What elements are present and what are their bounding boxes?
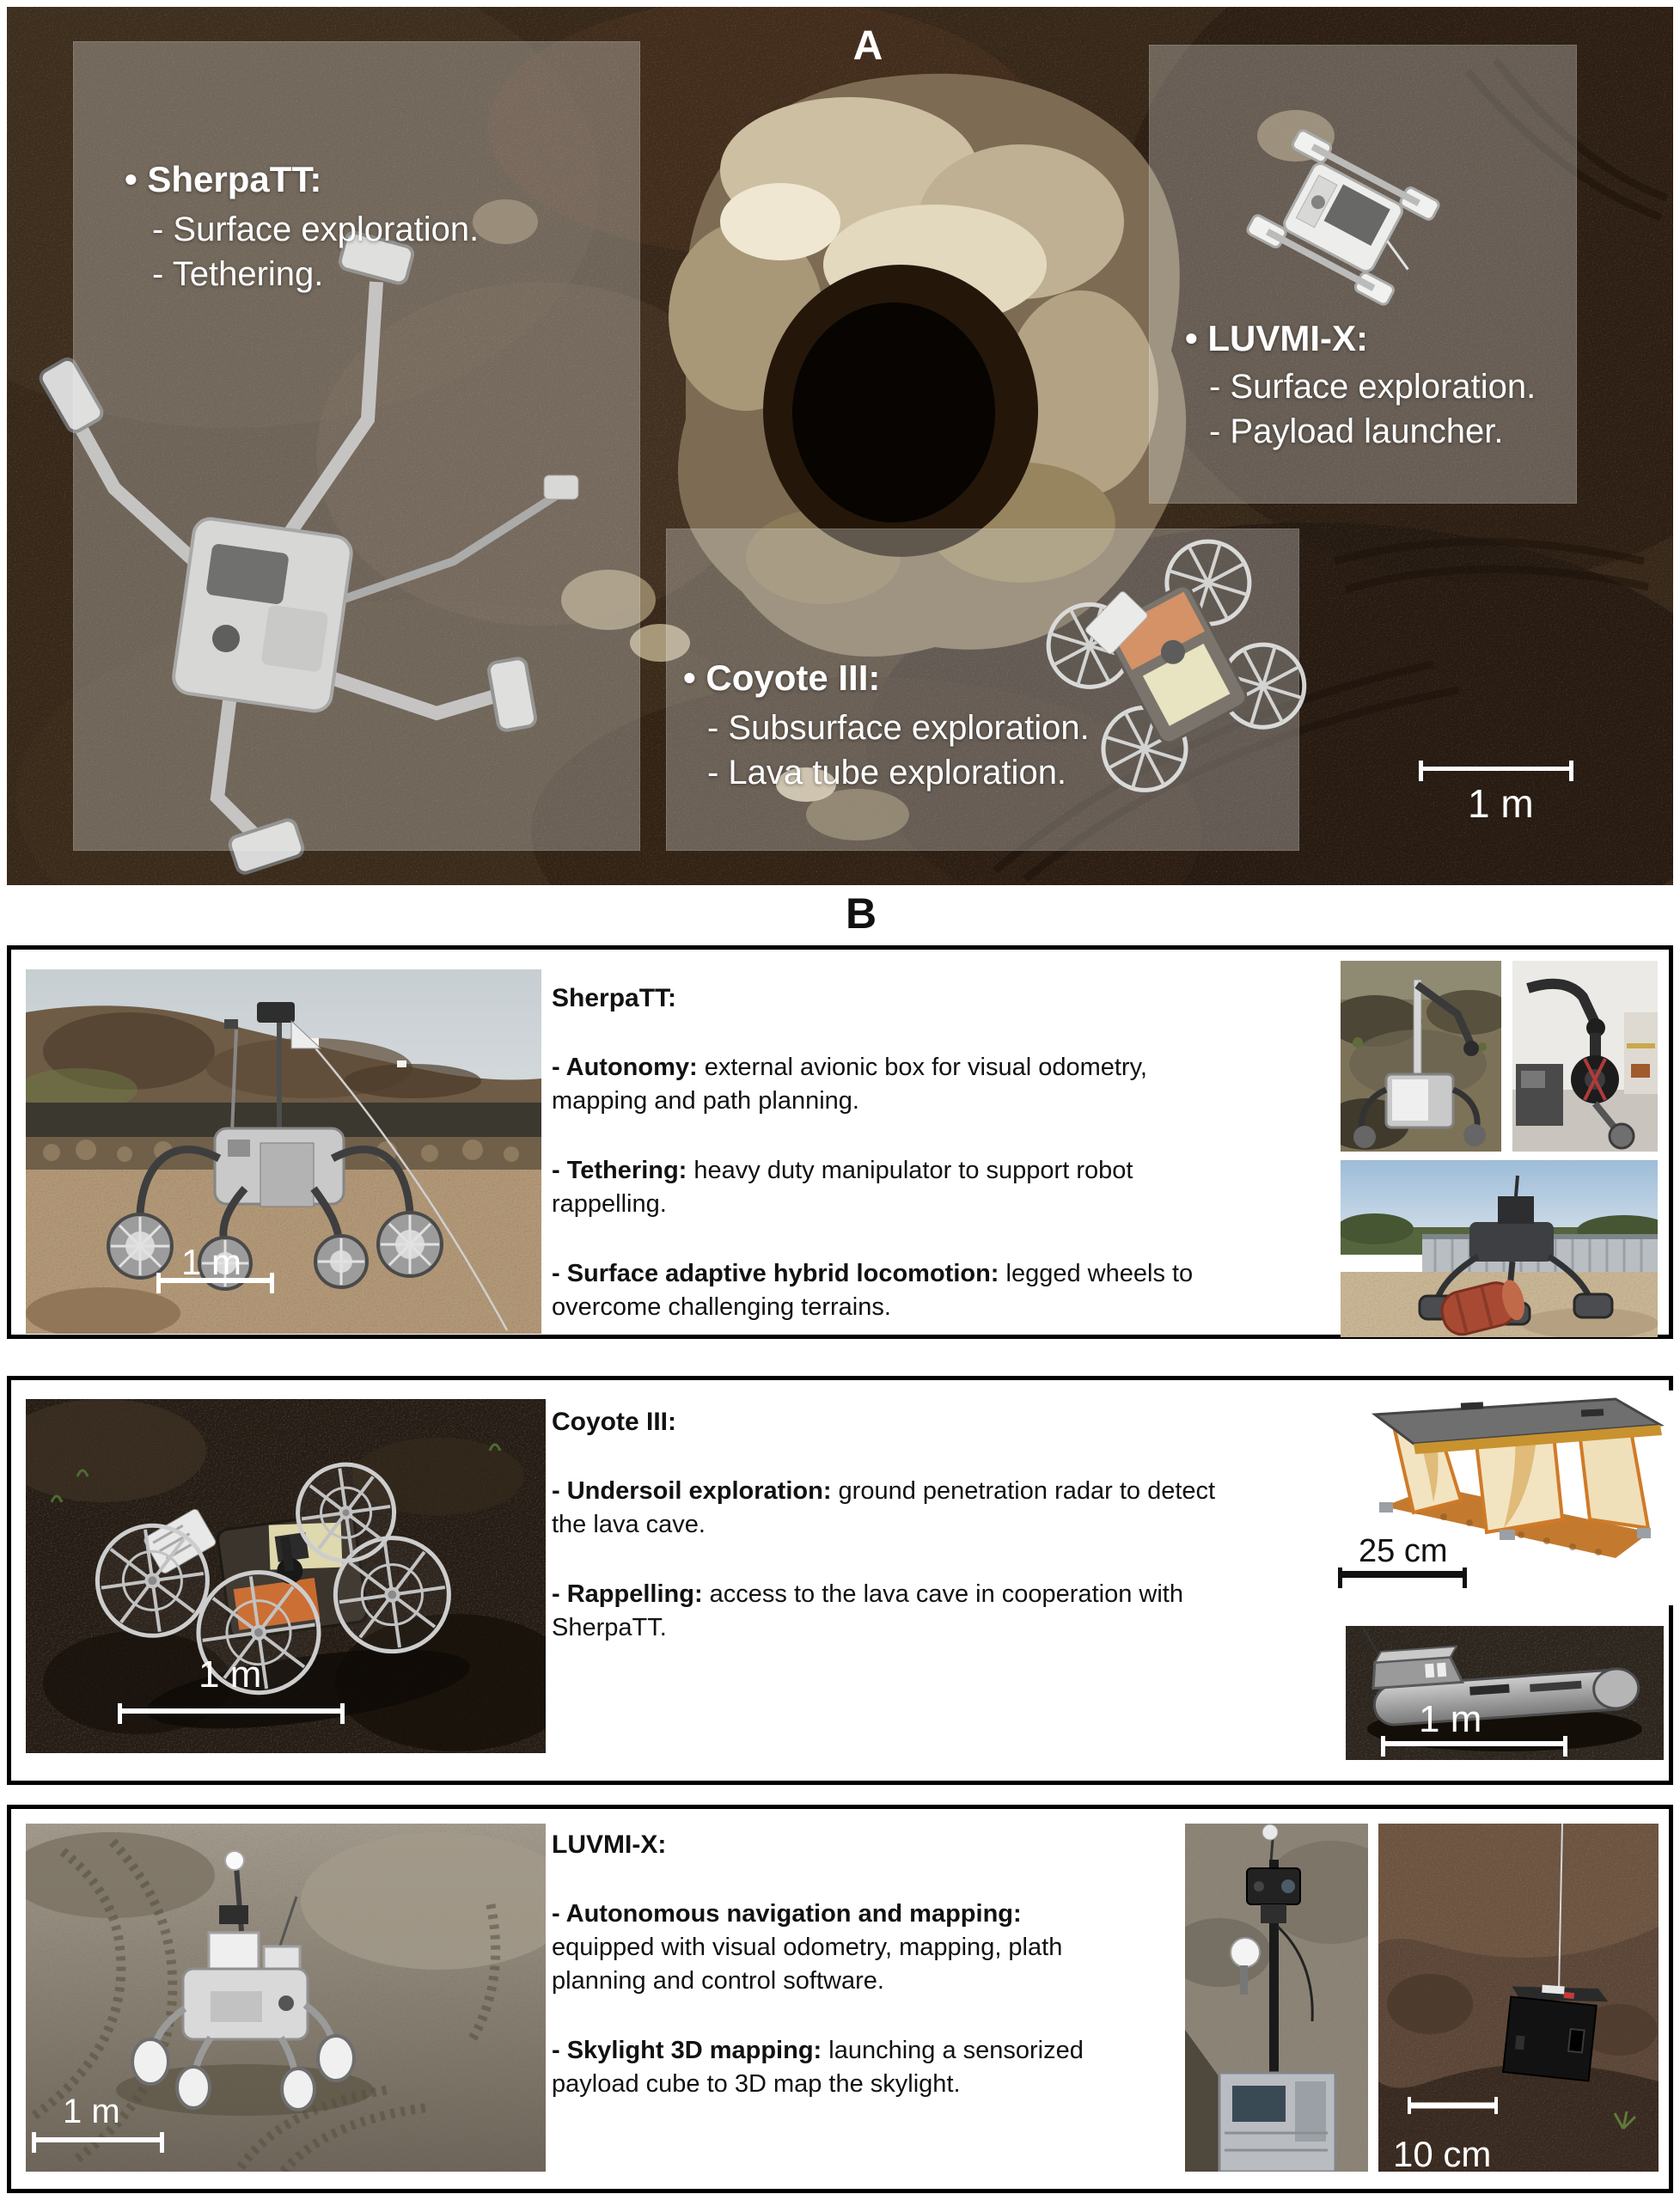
scale-bar: [157, 1278, 273, 1283]
scale-bar-label: 10 cm: [1393, 2134, 1492, 2174]
scale-bar-label: 1 m: [181, 1242, 242, 1282]
feature-item: - Undersoil exploration: ground penetration radar to detect the lava cave.: [552, 1477, 1216, 1538]
box-coyote-text: [552, 1408, 1231, 1681]
scale-bar: [33, 2137, 163, 2142]
annotation-box-sherpatt: [73, 41, 640, 851]
annotation-bullet: - Subsurface exploration.: [707, 709, 1090, 747]
panel-b-box-coyote: [7, 1376, 1673, 1785]
scale-bar-label: 1 m: [1468, 781, 1534, 826]
box-title: SherpaTT:: [552, 984, 677, 1012]
photo-sherpatt-arm-lab: [1512, 961, 1658, 1152]
annotation-bullet: - Surface exploration.: [1209, 368, 1536, 406]
photo-payload-tray: [1346, 1626, 1664, 1760]
photo-payload-cube-skylight: [1378, 1824, 1659, 2172]
annotation-title: • LUVMI-X:: [1185, 318, 1369, 358]
scale-bar-label: 1 m: [1419, 1698, 1482, 1740]
annotation-bullet: - Surface exploration.: [152, 211, 480, 248]
scale-bar-label: 1 m: [63, 2093, 120, 2130]
scale-bar: [1382, 1741, 1567, 1746]
feature-item: - Tethering: heavy duty manipulator to support robot rappelling.: [552, 1157, 1133, 1218]
feature-item: - Rappelling: access to the lava cave in cooperation with SherpaTT.: [552, 1580, 1183, 1641]
feature-item: - Autonomy: external avionic box for visual odometry, mapping and path planning.: [552, 1054, 1147, 1115]
panel-b-label: B: [845, 889, 877, 938]
scale-bar-label: 1 m: [199, 1653, 262, 1696]
scale-bar-label: 25 cm: [1359, 1533, 1448, 1569]
panel-b-box-luvmix: [7, 1805, 1673, 2193]
photo-sherpatt-arm-field: [1341, 961, 1501, 1152]
scale-bar: [1420, 767, 1573, 771]
box-sherpatt-text: [552, 984, 1231, 1360]
photo-sherpatt-side: [26, 969, 541, 1334]
annotation-box-coyote: [666, 529, 1299, 851]
feature-item: - Surface adaptive hybrid locomotion: legged wheels to overcome challenging terrains.: [552, 1260, 1194, 1321]
feature-item: - Autonomous navigation and mapping: equipped with visual odometry, mapping, plath planning and control software.: [552, 1900, 1063, 1995]
annotation-title: • SherpaTT:: [125, 159, 322, 199]
annotation-bullet: - Tethering.: [152, 255, 324, 293]
annotation-bullet: - Lava tube exploration.: [707, 754, 1067, 791]
scale-bar: [119, 1708, 344, 1714]
annotation-box-luvmix: [1149, 45, 1577, 504]
panel-a-aerial-view: [7, 7, 1673, 885]
box-title: Coyote III:: [552, 1408, 677, 1436]
feature-item: - Skylight 3D mapping: launching a sensorized payload cube to 3D map the skylight.: [552, 2037, 1084, 2098]
photo-sherpatt-barrel-test: [1341, 1160, 1658, 1337]
box-luvmix-text: [552, 1830, 1089, 2137]
scale-bar: [1339, 1571, 1466, 1578]
panel-a-label: A: [852, 23, 883, 69]
photo-coyote-field: [26, 1399, 546, 1753]
panel-b-box-sherpatt: [7, 945, 1673, 1339]
photo-luvmix-mast-closeup: [1185, 1824, 1368, 2172]
annotation-title: • Coyote III:: [683, 657, 881, 698]
box-title: LUVMI-X:: [552, 1830, 667, 1859]
annotation-bullet: - Payload launcher.: [1209, 412, 1504, 450]
